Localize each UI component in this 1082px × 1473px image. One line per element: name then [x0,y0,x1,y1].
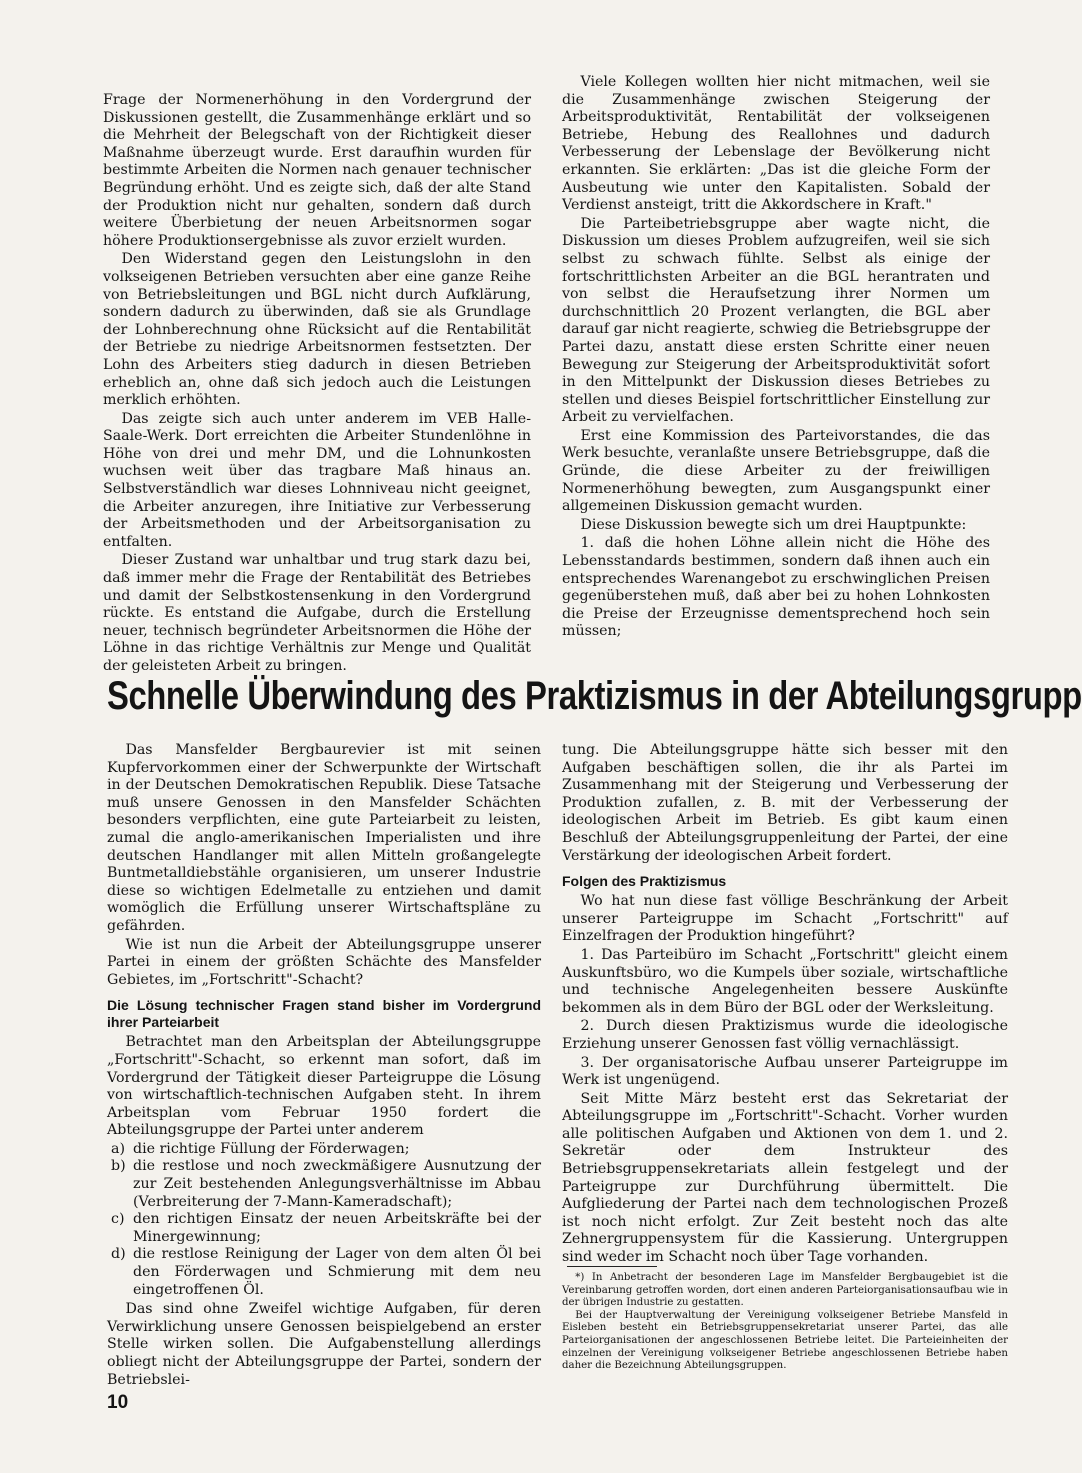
paragraph: Betrachtet man den Arbeitsplan der Abteilungsgruppe „Fortschritt"-Schacht, so erkennt man sofort, daß im Vordergrund der Tätigkeit dieser Parteigruppe die Lösung von wirtschaftlich-technischen Aufgaben steht. In ihrem Arbeitsplan vom Februar 1950 fordert die Abteilungsgruppe der Partei unter anderem [107,1034,541,1139]
paragraph: Den Widerstand gegen den Leistungslohn in den volkseigenen Betrieben versuchten aber eine ganze Reihe von Betriebsleitungen und BGL nicht durch Aufklärung, sondern dadurch zu überwinden, daß sie als Grundlage der Lohnberechnung ohne Rücksicht auf die Rentabilität der Betriebe zu niedrige Arbeitsnormen festsetzten. Der Lohn des Arbeiters stieg dadurch in diesen Betrieben erheblich an, ohne daß sich jedoch auch die Leistungen merklich erhöhten. [103,251,531,409]
footnote: *) In Anbetracht der besonderen Lage im Mansfelder Bergbaugebiet ist die Vereinbarung getroffen worden, dort einen anderen Parteiorganisationsaufbau wie in der übrigen Industrie zu gestatten. [562,1272,1008,1309]
list-item: c) den richtigen Einsatz der neuen Arbeitskräfte bei der Minergewinnung; [111,1211,541,1245]
paragraph: Wo hat nun diese fast völlige Beschränkung der Arbeit unserer Parteigruppe im Schacht „Fortschritt" auf Einzelfragen der Produktion hingeführt? [562,893,1008,945]
footnote-divider [567,1266,657,1267]
headline-text: Schnelle Überwindung des Praktizismus in der Abteilungsgrupp [107,674,1082,718]
paragraph: Wie ist nun die Arbeit der Abteilungsgruppe unserer Partei in einem der größten Schächte des Mansfelder Gebietes, im „Fortschritt"-Schacht? [107,936,541,988]
top-right-column [562,74,990,642]
article-headline [107,670,1082,722]
paragraph: Frage der Normenerhöhung in den Vordergrund der Diskussionen gestellt, die Zusammenhänge erklärt und so die Mehrheit der Belegschaft von der Richtigkeit dieser Maßnahme überzeugt wurde. Erst daraufhin wurden für bestimmte Arbeiten die Normen nach genauer technischer Begründung erhöht. Und es zeigte sich, daß der alte Stand der Produktion nicht nur gehalten, sondern daß durch weitere Überbietung der neuen Arbeitsnormen sogar höhere Produktionsergebnisse als zuvor erzielt wurden. [103,92,531,249]
task-list [107,1141,541,1299]
paragraph: Seit Mitte März besteht erst das Sekretariat der Abteilungsgruppe im „Fortschritt"-Schacht. Vorher wurden alle politischen Aufgaben und Aktionen von dem 1. und 2. Sekretär oder dem Instrukteur des Betriebsgruppensekretariats allein festgelegt und der Parteigruppe zur Durchführung übermittelt. Die Aufgliederung der Partei nach dem technologischen Prozeß ist noch nicht erfolgt. Zur Zeit besteht noch das alte Zehnergruppensystem für die Kassierung. Untergruppen sind weder im Schacht noch über Tage vorhanden. [562,1090,1008,1266]
top-left-column [103,92,531,677]
paragraph: 3. Der organisatorische Aufbau unserer Parteigruppe im Werk ist ungenügend. [562,1054,1008,1089]
list-item: b) die restlose und noch zweckmäßigere Ausnutzung der zur Zeit bestehenden Anlegungsverhältnisse im Abbau (Verbreiterung der 7-Mann-Kameradschaft); [111,1158,541,1210]
footnotes [562,1272,1008,1373]
paragraph: Erst eine Kommission des Parteivorstandes, die das Werk besuchte, veranlaßte unsere Betriebsgruppe, daß die Gründe, die diese Arbeiter zu der freiwilligen Normenerhöhung bewegten, zum Ausgangspunkt einer allgemeinen Diskussion gemacht wurden. [562,427,990,515]
paragraph: Das sind ohne Zweifel wichtige Aufgaben, für deren Verwirklichung unsere Genossen beispielgebend an erster Stelle wirken sollen. Die Aufgabenstellung allerdings obliegt nicht der Abteilungsgruppe der Partei, sondern der Betriebslei- [107,1301,541,1388]
page-number: 10 [107,1392,129,1413]
bottom-left-column [107,742,541,1390]
paragraph: 1. Das Parteibüro im Schacht „Fortschritt" gleicht einem Auskunftsbüro, wo die Kumpels über soziale, wirtschaftliche und technische Angelegenheiten bessere Auskünfte bekommen als in dem Büro der BGL oder der Werksleitung. [562,946,1008,1016]
section-subhead: Folgen des Praktizismus [562,873,727,890]
paragraph: Das Mansfelder Bergbaurevier ist mit seinen Kupfervorkommen einer der Schwerpunkte der Wirtschaft in der Deutschen Demokratischen Republik. Diese Tatsache muß unsere Genossen in den Mansfelder Schächten besonders verpflichten, eine gute Parteiarbeit zu leisten, zumal die anglo-amerikanischen Imperialisten und ihre deutschen Handlanger mit allen Mitteln großangelegte Buntmetalldiebstähle organisieren, um unserer Industrie diese so wichtigen Edelmetalle zu entziehen und damit womöglich die Erfüllung unserer Wirtschaftspläne zu gefährden. [107,742,541,934]
list-item: d) die restlose Reinigung der Lager von dem alten Öl bei den Förderwagen und Schmierung mit dem neu eingetroffenen Öl. [111,1246,541,1298]
paragraph: Dieser Zustand war unhaltbar und trug stark dazu bei, daß immer mehr die Frage der Rentabilität des Betriebes und damit der Selbstkostensenkung in den Vordergrund rückte. Es entstand die Aufgabe, durch die Erstellung neuer, technisch begründeter Arbeitsnormen die Höhe der Löhne in das richtige Verhältnis zur Menge und Qualität der geleisteten Arbeit zu bringen. [103,552,531,674]
paragraph: tung. Die Abteilungsgruppe hätte sich besser mit den Aufgaben beschäftigen sollen, die ihr als Partei im Zusammenhang mit der Steigerung und Verbesserung der Produktion zufallen, z. B. mit der Verbesserung der ideologischen Arbeit im Betrieb. Es gibt kaum einen Beschluß der Abteilungsgruppenleitung der Partei, der eine Verstärkung der ideologischen Arbeit fordert. [562,742,1008,864]
bottom-right-column [562,742,1008,1268]
paragraph: Viele Kollegen wollten hier nicht mitmachen, weil sie die Zusammenhänge zwischen Steigerung der Arbeitsproduktivität, Rentabilität der volkseigenen Betriebe, Hebung des Reallohnes und dadurch Verbesserung der Lebenslage der Bevölkerung nicht erkannten. Sie erklärten: „Das ist die gleiche Form der Ausbeutung wie unter den Kapitalisten. Sobald der Verdienst ansteigt, tritt die Akkordschere in Kraft." [562,74,990,214]
footnote: Bei der Hauptverwaltung der Vereinigung volkseigener Betriebe Mansfeld in Eisleben besteht ein Betriebsgruppensekretariat unserer Partei, das alle Parteiorganisationen der angeschlossenen Betriebe leitet. Die Parteieinheiten der einzelnen der Vereinigung volkseigener Betriebe angeschlossenen Betriebe haben daher die Bezeichnung Abteilungsgruppen. [562,1309,1008,1372]
paragraph: 2. Durch diesen Praktizismus wurde die ideologische Erziehung unserer Genossen fast völlig vernachlässigt. [562,1018,1008,1052]
paragraph: Die Parteibetriebsgruppe aber wagte nicht, die Diskussion um dieses Problem aufzugreifen, weil sie sich selbst zu schwach fühlte. Selbst als einige der fortschrittlichsten Arbeiter an die BGL herantraten und von selbst die Heraufsetzung ihrer Normen um durchschnittlich 20 Prozent verlangten, die BGL aber darauf gar nicht reagierte, schwieg die Betriebsgruppe der Partei dazu, anstatt diese ersten Schritte einer neuen Bewegung zur Steigerung der Arbeitsproduktivität sofort in den Mittelpunkt der Diskussion dieses Betriebes zu stellen und dieses Beispiel fortschrittlicher Einstellung zur Arbeit zu vervielfachen. [562,215,990,426]
section-subhead: Die Lösung technischer Fragen stand bisher im Vordergrund ihrer Parteiarbeit [107,997,541,1031]
list-item: a) die richtige Füllung der Förderwagen; [111,1140,410,1157]
paragraph: Das zeigte sich auch unter anderem im VEB Halle-Saale-Werk. Dort erreichten die Arbeiter Stundenlöhne in Höhe von drei und mehr DM, und die Lohnunkosten wuchsen weit über das tragbare Maß hinaus an. Selbstverständlich war dieses Lohnniveau nicht geeignet, die Arbeiter anzuregen, ihre Initiative zur Verbesserung der Arbeitsmethoden und der Arbeitsorganisation zu entfalten. [103,410,531,550]
paragraph: Diese Diskussion bewegte sich um drei Hauptpunkte: [580,516,967,533]
paragraph: 1. daß die hohen Löhne allein nicht die Höhe des Lebensstandards bestimmen, sondern daß ihnen auch ein entsprechendes Warenangebot zu erschwinglichen Preisen gegenüberstehen muß, daß aber bei zu hohen Lohnkosten die Preise der Erzeugnisse dementsprechend hoch sein müssen; [562,535,990,640]
